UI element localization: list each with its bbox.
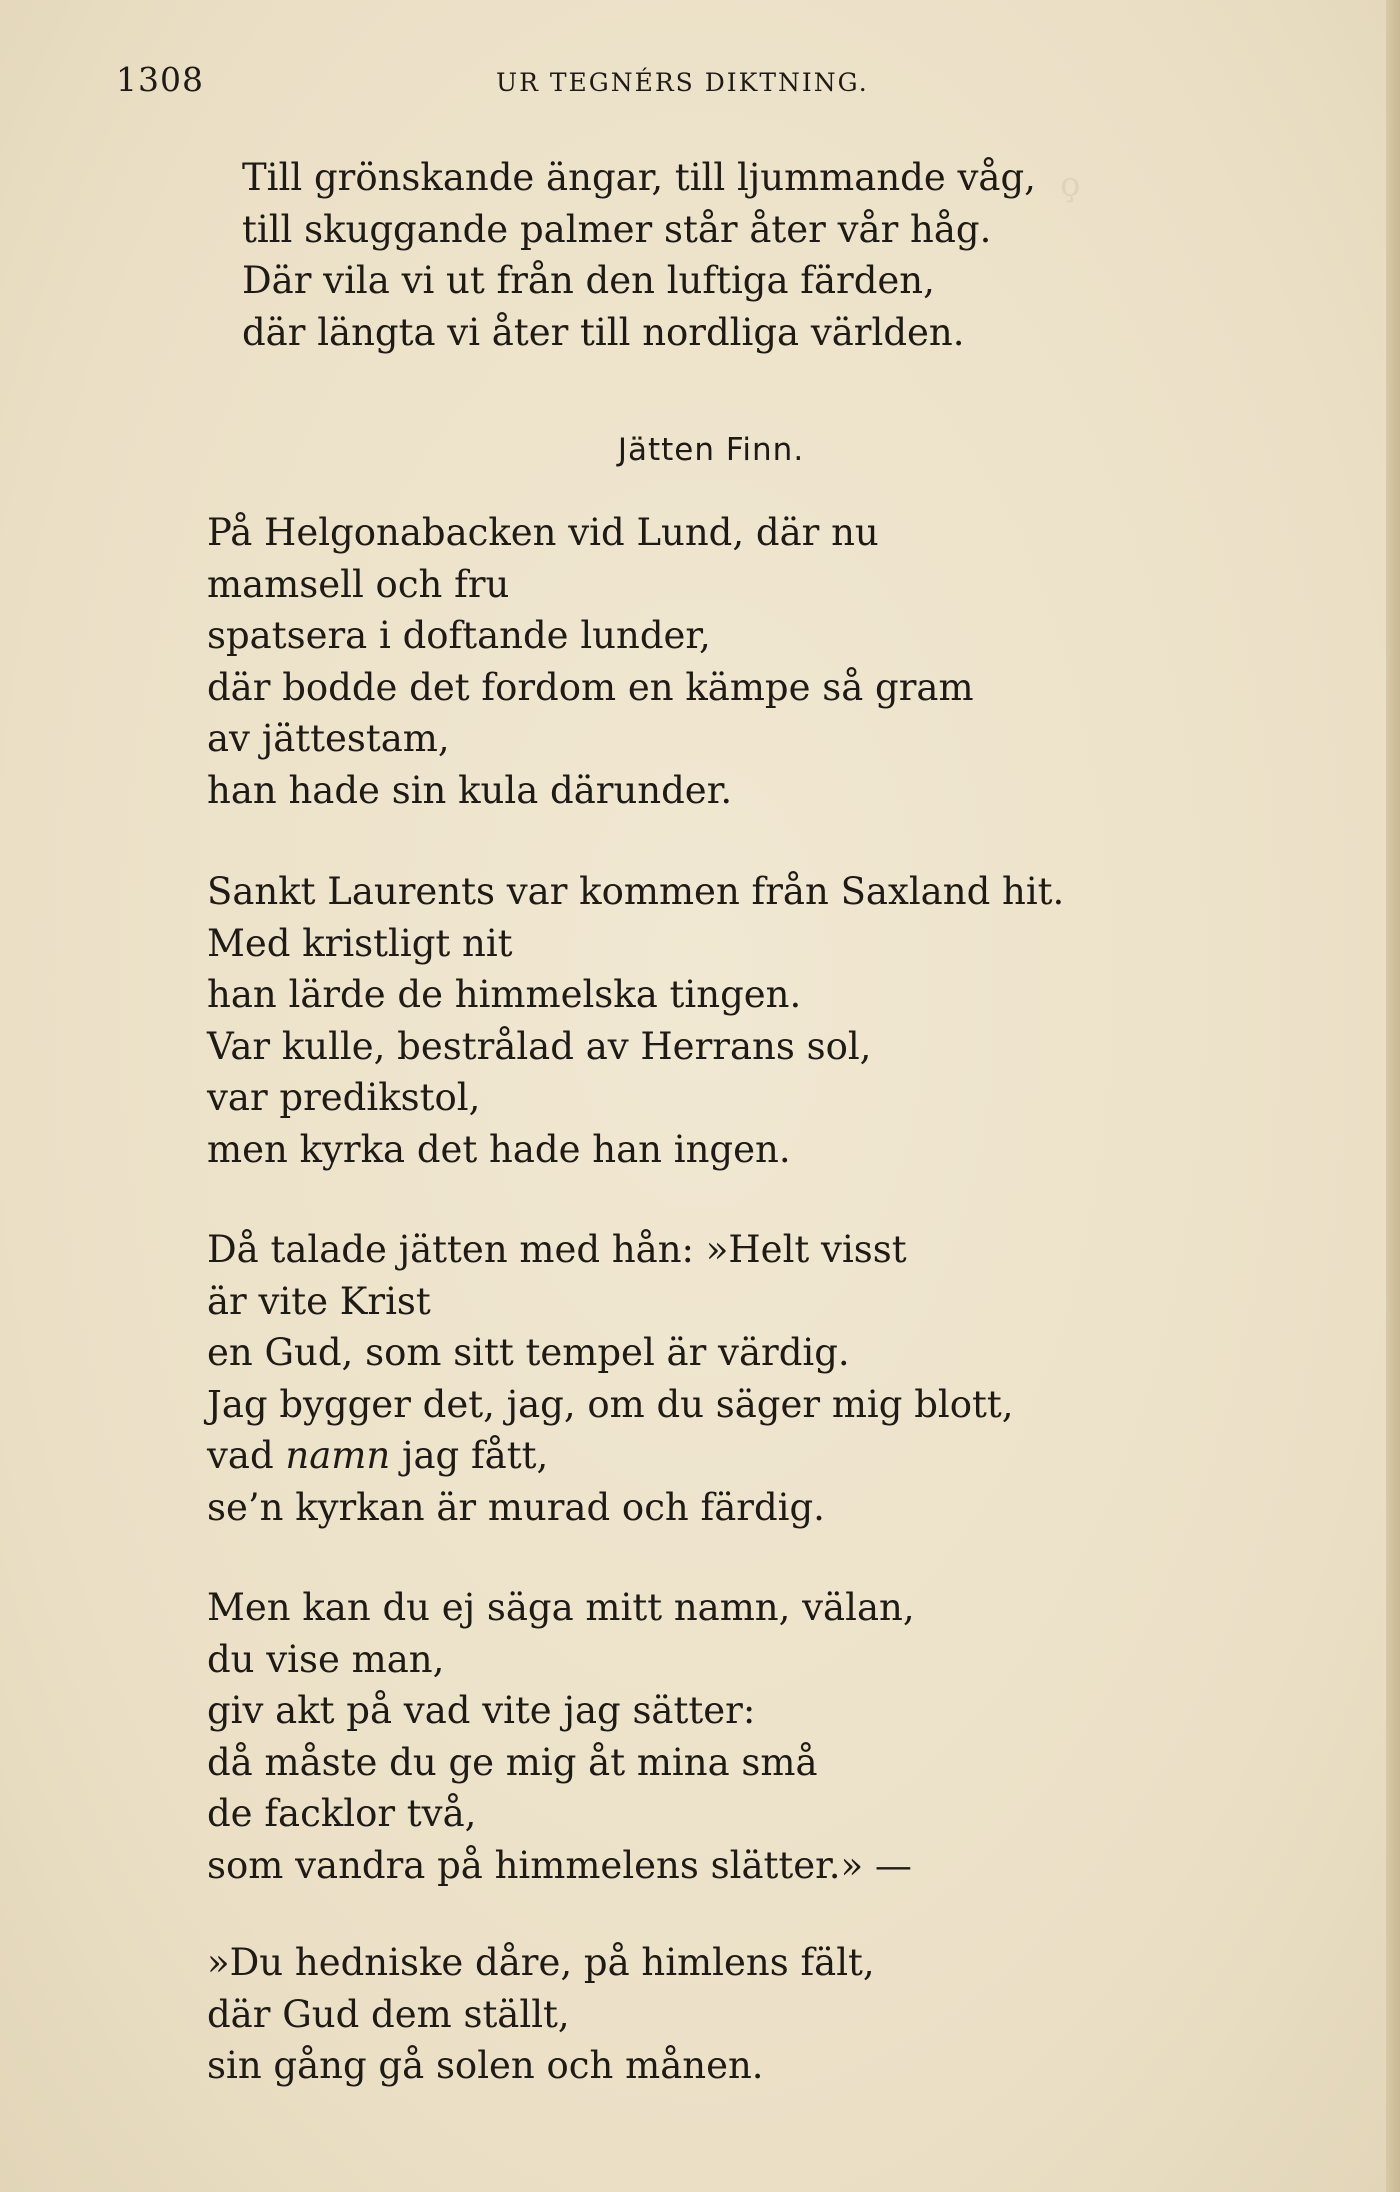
verse-line-italic xyxy=(207,1430,1400,1482)
stanza-4 xyxy=(207,1582,1400,1891)
verse-line: Där vila vi ut från den luftiga färden, xyxy=(242,259,935,302)
verse-line: »Du hedniske dåre, på himlens fält, xyxy=(207,1941,875,1984)
verse-line: han hade sin kula därunder. xyxy=(207,768,733,812)
verse-line: Till grönskande ängar, till ljummande våg, xyxy=(242,156,1036,199)
verse-line: sin gång gå solen och månen. xyxy=(207,2044,764,2087)
verse-line: då måste du ge mig åt mina små xyxy=(207,1740,818,1784)
verse-line: Då talade jätten med hån: »Helt visst xyxy=(207,1228,907,1271)
verse-line: Med kristligt nit xyxy=(207,921,513,965)
poem-title: Jätten Finn. xyxy=(617,432,805,468)
verse-line: giv akt på vad vite jag sätter: xyxy=(207,1689,756,1732)
stanza-5 xyxy=(207,1937,1400,2092)
verse-line: till skuggande palmer står åter vår håg. xyxy=(242,207,992,251)
verse-line: Jag bygger det, jag, om du säger mig blott, xyxy=(207,1382,1014,1426)
verse-line: På Helgonabacken vid Lund, där nu xyxy=(207,511,879,554)
opening-stanza xyxy=(242,152,1400,358)
verse-line: var predikstol, xyxy=(207,1076,481,1119)
line-end: jag fått, xyxy=(390,1434,549,1477)
verse-line: Men kan du ej säga mitt namn, välan, xyxy=(207,1586,915,1629)
stanza-3 xyxy=(207,1224,1400,1533)
verse-line: han lärde de himmelska tingen. xyxy=(207,973,802,1016)
verse-line: Sankt Laurents var kommen från Saxland hit. xyxy=(207,870,1065,913)
verse-line: är vite Krist xyxy=(207,1279,431,1323)
verse-line: som vandra på himmelens slätter.» — xyxy=(207,1843,912,1887)
show-through-text: ǫ xyxy=(1060,165,1081,205)
verse-line: se’n kyrkan är murad och färdig. xyxy=(207,1485,825,1529)
verse-line: de facklor två, xyxy=(207,1792,477,1835)
running-head: UR TEGNÉRS DIKTNING. xyxy=(496,68,869,97)
line-start: vad xyxy=(207,1434,286,1477)
verse-line: där bodde det fordom en kämpe så gram xyxy=(207,665,974,709)
poem-title-wrap xyxy=(0,432,1400,468)
stanza-1 xyxy=(207,507,1400,816)
verse-line: där Gud dem ställt, xyxy=(207,1992,570,2036)
verse-line: där längta vi åter till nordliga världen. xyxy=(242,310,965,354)
verse-line: mamsell och fru xyxy=(207,562,510,606)
italic-word: namn xyxy=(285,1434,391,1477)
verse-line: en Gud, som sitt tempel är värdig. xyxy=(207,1331,850,1374)
stanza-2 xyxy=(207,866,1400,1175)
verse-line: Var kulle, bestrålad av Herrans sol, xyxy=(207,1024,872,1068)
verse-line: spatsera i doftande lunder, xyxy=(207,614,711,657)
page-header xyxy=(116,60,1306,116)
page-number: 1308 xyxy=(116,60,204,99)
verse-line: av jättestam, xyxy=(207,717,450,760)
verse-line: men kyrka det hade han ingen. xyxy=(207,1127,791,1171)
verse-line: du vise man, xyxy=(207,1637,445,1681)
